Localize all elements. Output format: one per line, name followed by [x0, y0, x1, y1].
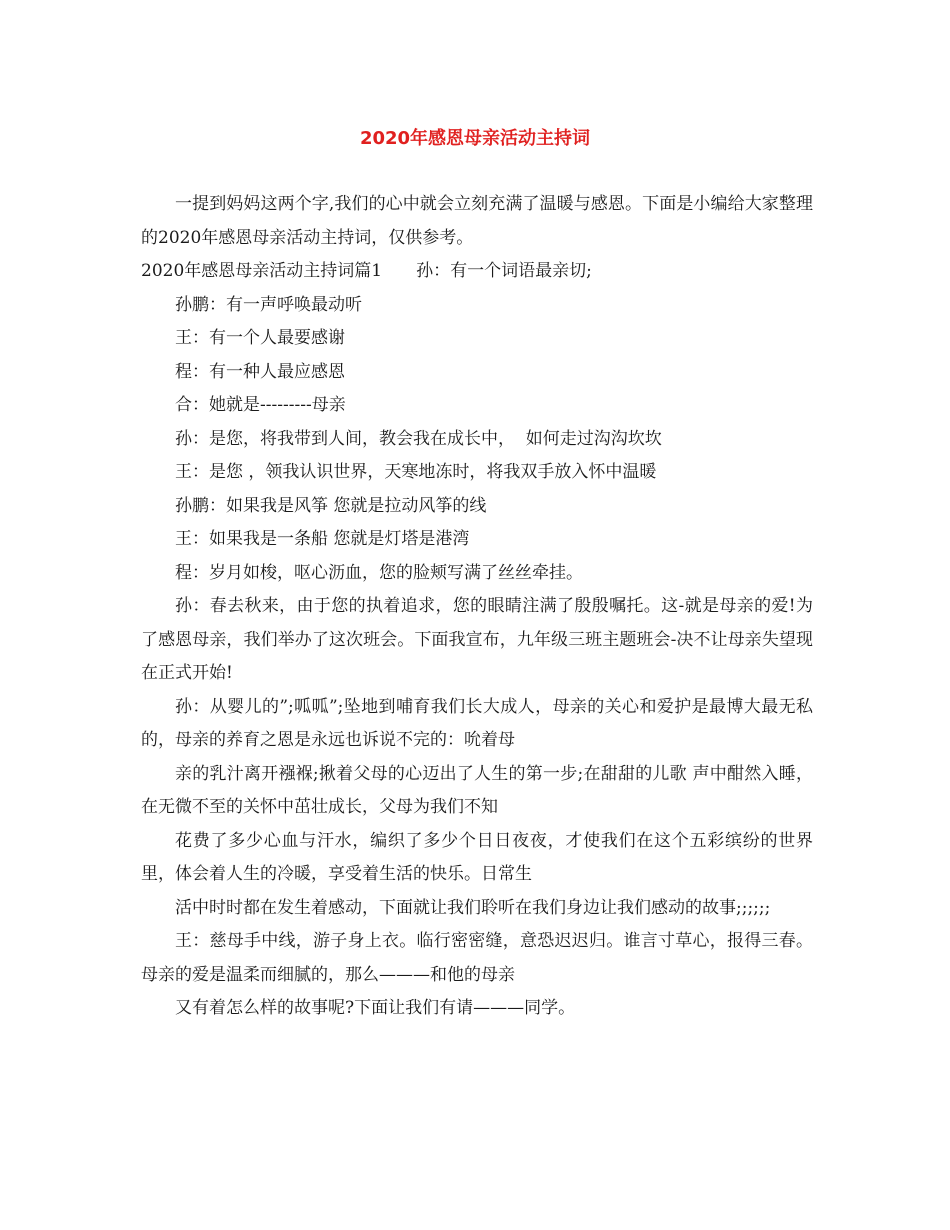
- paragraph: 程：有一种人最应感恩: [175, 361, 345, 382]
- document-title: 2020年感恩母亲活动主持词: [359, 128, 591, 149]
- paragraph: 程：岁月如梭，呕心沥血，您的脸颊写满了丝丝牵挂。: [175, 562, 583, 583]
- document-body: [141, 188, 813, 1026]
- paragraph: 合：她就是---------母亲: [175, 395, 346, 415]
- section-first-line: 孙：有一个词语最亲切;: [416, 261, 592, 281]
- paragraph: 花费了多少心血与汗水，编织了多少个日日夜夜，才使我们在这个五彩缤纷的世界里，体会着人生的冷暖，享受着生活的快乐。日常生: [141, 830, 813, 884]
- paragraph: 孙：从婴儿的”;呱呱”;坠地到哺育我们长大成人，母亲的关心和爱护是最博大最无私的，母亲的养育之恩是永远也诉说不完的：吮着母: [141, 696, 813, 750]
- paragraph: 王：如果我是一条船 您就是灯塔是港湾: [175, 529, 470, 549]
- section-heading-line: [141, 255, 813, 289]
- paragraph: 又有着怎么样的故事呢?下面让我们有请———同学。: [175, 998, 576, 1018]
- paragraph: 孙鹏：如果我是风筝 您就是拉动风筝的线: [175, 495, 487, 516]
- paragraph: 孙鹏：有一声呼唤最动听: [175, 294, 362, 315]
- paragraph: 王：是您 ，领我认识世界，天寒地冻时，将我双手放入怀中温暖: [175, 462, 657, 482]
- section-heading: 2020年感恩母亲活动主持词篇1: [141, 261, 383, 281]
- intro-paragraph: 一提到妈妈这两个字,我们的心中就会立刻充满了温暖与感恩。下面是小编给大家整理的2020年感恩母亲活动主持词，仅供参考。: [141, 194, 813, 248]
- paragraph: 王：有一个人最要感谢: [175, 328, 345, 348]
- paragraph: 王：慈母手中线，游子身上衣。临行密密缝，意恐迟迟归。谁言寸草心，报得三春。母亲的爱是温柔而细腻的，那么———和他的母亲: [141, 931, 813, 985]
- paragraph: 孙：是您，将我带到人间，教会我在成长中， 如何走过沟沟坎坎: [175, 428, 662, 449]
- paragraph: 孙：春去秋来，由于您的执着追求，您的眼睛注满了殷殷嘱托。这-就是母亲的爱!为了感恩母亲，我们举办了这次班会。下面我宣布，九年级三班主题班会-决不让母亲失望现在正式开始!: [141, 596, 813, 683]
- paragraph: 活中时时都在发生着感动，下面就让我们聆听在我们身边让我们感动的故事;;;;;;: [175, 897, 771, 918]
- paragraph: 亲的乳汁离开襁褓;揪着父母的心迈出了人生的第一步;在甜甜的儿歌 声中酣然入睡，在无微不至的关怀中茁壮成长，父母为我们不知: [141, 763, 813, 817]
